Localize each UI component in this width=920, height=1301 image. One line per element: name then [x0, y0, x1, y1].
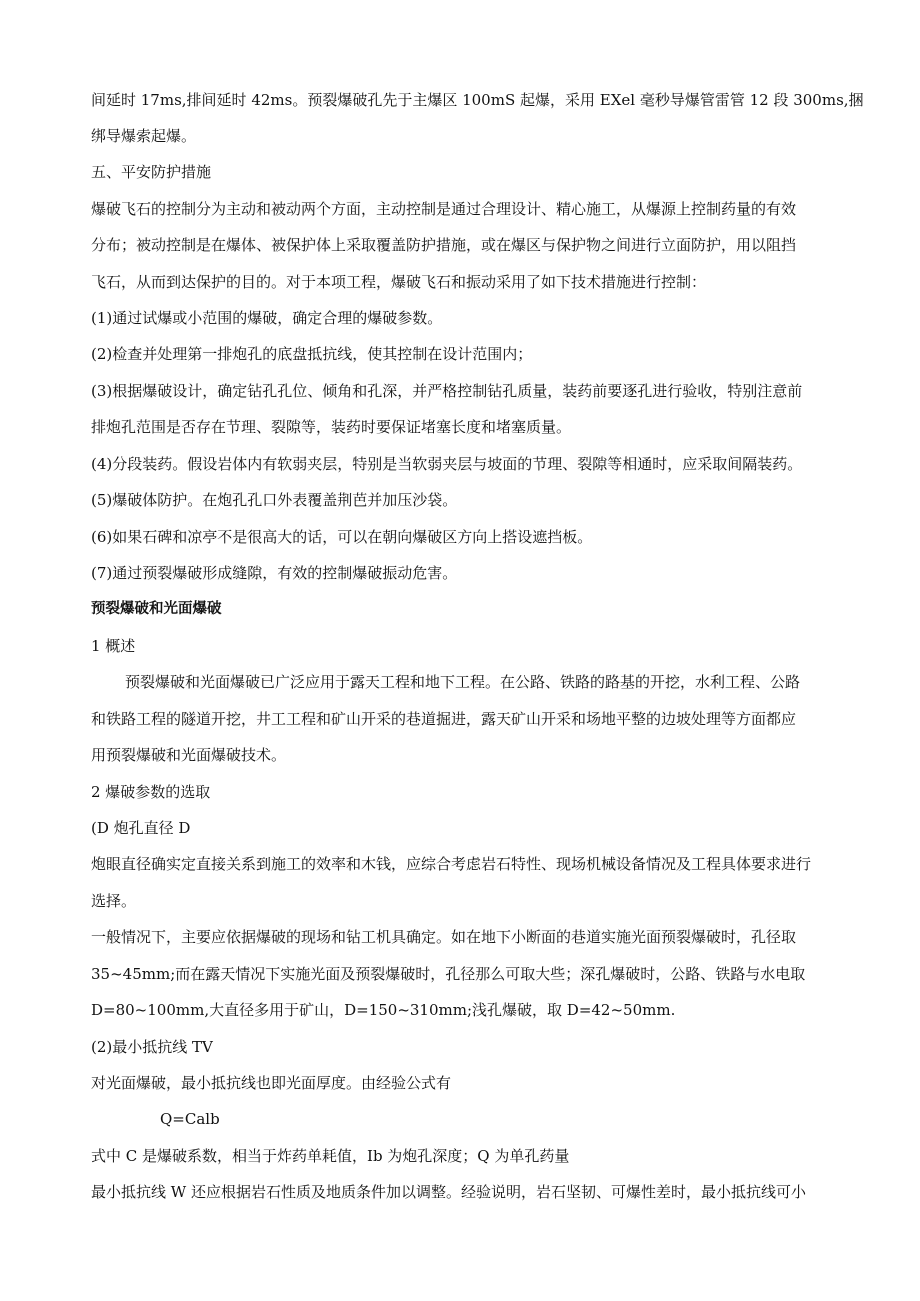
- formula: Q=Calb: [160, 1110, 220, 1128]
- list-item: (2)检查并处理第一排炮孔的底盘抵抗线，使其控制在设计范围内；: [91, 345, 533, 363]
- paragraph-line: 用预裂爆破和光面爆破技术。: [91, 746, 287, 764]
- list-item: (4)分段装药。假设岩体内有软弱夹层，特别是当软弱夹层与坡面的节理、裂隙等相通时，应采取间隔装药。: [91, 455, 803, 473]
- paragraph-line: D=80~100mm,大直径多用于矿山，D=150~310mm;浅孔爆破，取 D=42~50mm.: [91, 1001, 676, 1019]
- subsection-heading: (2)最小抵抗线 TV: [91, 1038, 213, 1056]
- paragraph-line: 式中 C 是爆破系数，相当于炸药单耗值，Ib 为炮孔深度；Q 为单孔药量: [91, 1147, 570, 1165]
- paragraph-line: 间延时 17ms,排间延时 42ms。预裂爆破孔先于主爆区 100mS 起爆，采用 EXel 毫秒导爆管雷管 12 段 300ms,捆: [91, 91, 864, 109]
- paragraph-line: 和铁路工程的隧道开挖，井工工程和矿山开采的巷道掘进，露天矿山开采和场地平整的边坡处理等方面都应: [91, 710, 797, 728]
- paragraph-line: 爆破飞石的控制分为主动和被动两个方面，主动控制是通过合理设计、精心施工，从爆源上控制药量的有效: [91, 200, 797, 218]
- paragraph-line: 对光面爆破，最小抵抗线也即光面厚度。由经验公式有: [91, 1074, 452, 1092]
- list-item: (3)根据爆破设计，确定钻孔孔位、倾角和孔深，并严格控制钻孔质量，装药前要逐孔进行验收，特别注意前: [91, 382, 803, 400]
- list-item: (6)如果石碑和凉亭不是很高大的话，可以在朝向爆破区方向上搭设遮挡板。: [91, 528, 593, 546]
- list-item: (5)爆破体防护。在炮孔孔口外表覆盖荆芭并加压沙袋。: [91, 491, 458, 509]
- list-item: (1)通过试爆或小范围的爆破，确定合理的爆破参数。: [91, 309, 443, 327]
- paragraph-line: 飞石，从而到达保护的目的。对于本项工程，爆破飞石和振动采用了如下技术措施进行控制：: [91, 273, 707, 291]
- subsection-heading: (D 炮孔直径 D: [91, 819, 191, 837]
- paragraph-line: 预裂爆破和光面爆破已广泛应用于露天工程和地下工程。在公路、铁路的路基的开挖，水利工程、公路: [125, 673, 801, 691]
- paragraph-line: 最小抵抗线 W 还应根据岩石性质及地质条件加以调整。经验说明，岩石坚韧、可爆性差时，最小抵抗线可小: [91, 1183, 806, 1201]
- article-title: 预裂爆破和光面爆破: [91, 601, 222, 617]
- paragraph-line: 炮眼直径确实定直接关系到施工的效率和木钱，应综合考虑岩石特性、现场机械设备情况及工程具体要求进行: [91, 855, 812, 873]
- list-item: (7)通过预裂爆破形成缝隙，有效的控制爆破振动危害。: [91, 564, 458, 582]
- section-heading: 1 概述: [91, 637, 136, 655]
- list-item-continuation: 排炮孔范围是否存在节理、裂隙等，装药时要保证堵塞长度和堵塞质量。: [91, 418, 572, 436]
- paragraph-line: 分布；被动控制是在爆体、被保护体上采取覆盖防护措施，或在爆区与保护物之间进行立面防护，用以阻挡: [91, 236, 797, 254]
- section-heading: 五、平安防护措施: [91, 163, 212, 181]
- paragraph-line: 选择。: [91, 892, 137, 910]
- paragraph-line: 绑导爆索起爆。: [91, 127, 197, 145]
- section-heading: 2 爆破参数的选取: [91, 783, 211, 801]
- paragraph-line: 35~45mm;而在露天情况下实施光面及预裂爆破时，孔径那么可取大些；深孔爆破时，公路、铁路与水电取: [91, 965, 806, 983]
- paragraph-line: 一般情况下，主要应依据爆破的现场和钻工机具确定。如在地下小断面的巷道实施光面预裂爆破时，孔径取: [91, 928, 797, 946]
